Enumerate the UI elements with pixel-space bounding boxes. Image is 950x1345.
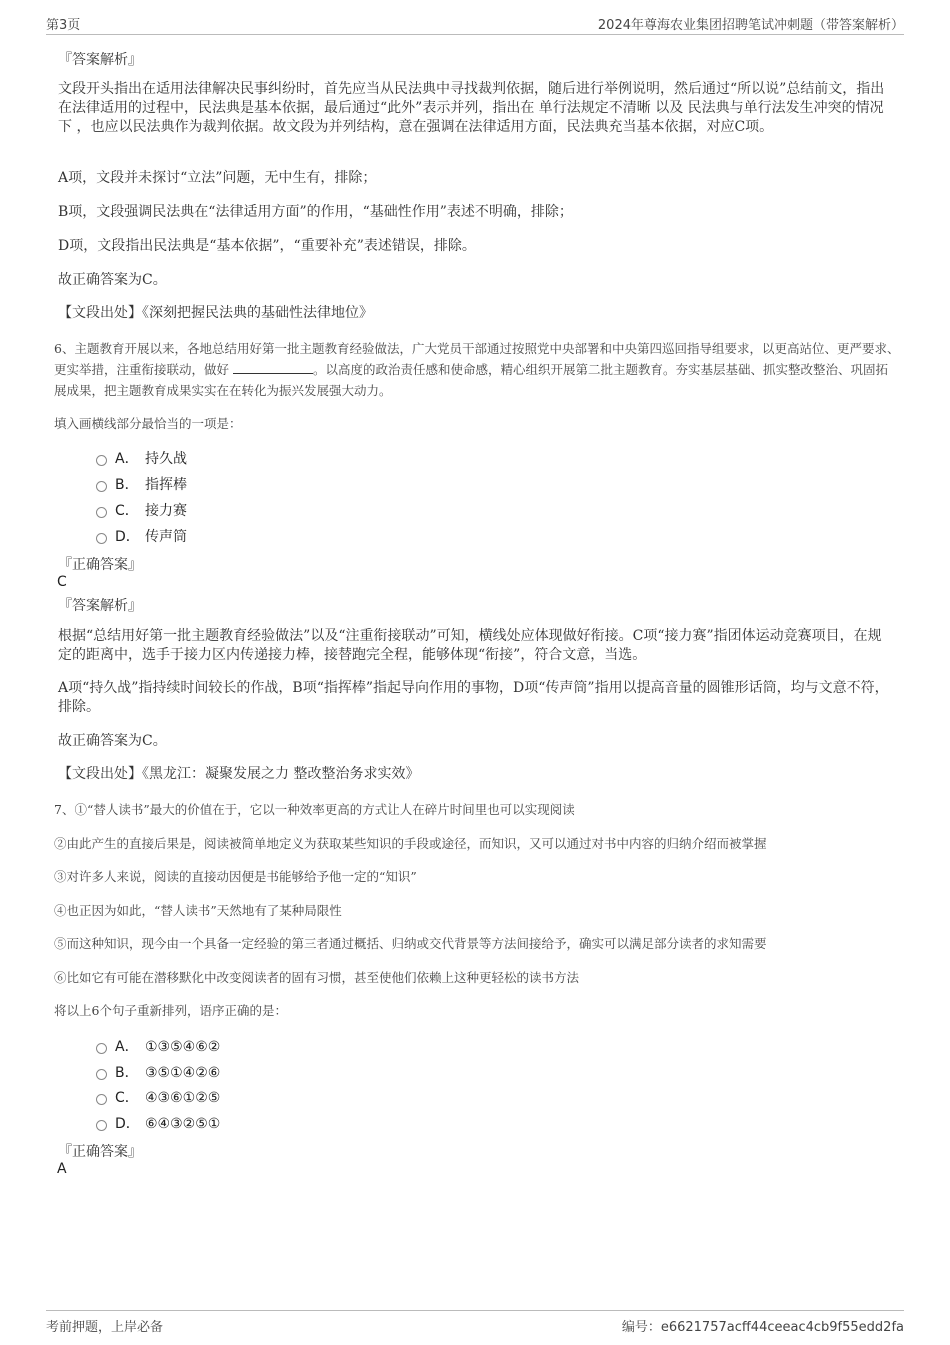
q6-conclusion: 故正确答案为C。 — [58, 733, 167, 749]
q7-sentence-2: ②由此产生的直接后果是，阅读被简单地定义为获取某些知识的手段或途径，而知识，又可以通过对书中内容的归纳介绍而被掌握 — [54, 836, 767, 851]
q5-analysis-option-d: D项，文段指出民法典是“基本依据”，“重要补充”表述错误，排除。 — [58, 238, 476, 254]
q6-analysis-paragraph: 根据“总结用好第一批主题教育经验做法”以及“注重衔接联动”可知，横线处应体现做好衔接。C项“接力赛”指团体运动竞赛项目，在规定的距离中，选手于接力区内传递接力棒，接替跑完全程，能够体现“衔接”，符合文意，当选。 — [58, 628, 882, 663]
q7-sentence-4: ④也正因为如此，“替人读书”天然地有了某种局限性 — [54, 903, 342, 918]
q6-analysis-label: 『答案解析』 — [58, 598, 142, 614]
q7-correct-answer: A — [57, 1161, 67, 1177]
page-footer — [46, 1310, 904, 1335]
radio-icon[interactable] — [96, 1094, 107, 1105]
radio-icon[interactable] — [96, 1069, 107, 1080]
q7-sentence-5: ⑤而这种知识，现今由一个具备一定经验的第三者通过概括、归纳或交代背景等方法间接给予，确实可以满足部分读者的求知需要 — [54, 936, 767, 951]
q7-option-b[interactable]: B． ③⑤①④②⑥ — [96, 1062, 220, 1082]
q7-option-c[interactable]: C． ④③⑥①②⑤ — [96, 1087, 220, 1107]
radio-icon[interactable] — [96, 1120, 107, 1131]
q7-instruction: 将以上6个句子重新排列，语序正确的是： — [54, 1003, 287, 1018]
q7-sentence-3: ③对许多人来说，阅读的直接动因便是书能够给予他一定的“知识” — [54, 869, 417, 884]
q7-option-d[interactable]: D． ⑥④③②⑤① — [96, 1113, 220, 1133]
q6-correct-label: 『正确答案』 — [58, 557, 142, 573]
radio-icon[interactable] — [96, 533, 107, 544]
q5-conclusion: 故正确答案为C。 — [58, 272, 167, 288]
q7-sentence-1: 7、①“替人读书”最大的价值在于，它以一种效率更高的方式让人在碎片时间里也可以实现阅读 — [54, 802, 575, 817]
fill-blank-line — [233, 361, 313, 374]
q6-stem — [54, 338, 900, 401]
q6-option-d[interactable]: D． 传声筒 — [96, 526, 187, 546]
footer-slogan: 考前押题，上岸必备 — [46, 1320, 164, 1335]
page-number: 第3页 — [46, 18, 81, 33]
radio-icon[interactable] — [96, 481, 107, 492]
q5-analysis-option-b: B项，文段强调民法典在“法律适用方面”的作用，“基础性作用”表述不明确，排除； — [58, 204, 573, 220]
q5-analysis-option-a: A项，文段并未探讨“立法”问题，无中生有，排除； — [58, 170, 377, 186]
q6-source: 【文段出处】《黑龙江：凝聚发展之力 整改整治务求实效》 — [58, 766, 420, 782]
q6-stem-before: 6、主题教育开展以来，各地总结用好第一批主题教育经验做法，广大党员干部通过按照党中央部署和中央第四巡回指导组要求，以更高站位、更严要求、更实举措，注重衔接联动，做好 — [54, 341, 900, 377]
q5-analysis-label: 『答案解析』 — [58, 52, 142, 68]
radio-icon[interactable] — [96, 507, 107, 518]
q7-correct-label: 『正确答案』 — [58, 1144, 142, 1160]
q6-option-b[interactable]: B． 指挥棒 — [96, 474, 187, 494]
q7-option-a[interactable]: A． ①③⑤④⑥② — [96, 1036, 220, 1056]
q5-source: 【文段出处】《深刻把握民法典的基础性法律地位》 — [58, 305, 373, 321]
q6-option-c[interactable]: C． 接力赛 — [96, 500, 187, 520]
q6-stem-after: 。以高度的政治责任感和使命感，精心组织开展第二批主题教育。夯实基层基础、抓实整改整治、巩固拓展成果，把主题教育成果实实在在转化为振兴发展强大动力。 — [54, 362, 888, 398]
document-title: 2024年尊海农业集团招聘笔试冲刺题（带答案解析） — [597, 18, 904, 33]
document-id: 编号：e6621757acff44ceeac4cb9f55edd2fa — [621, 1320, 904, 1335]
radio-icon[interactable] — [96, 1043, 107, 1054]
q6-correct-answer: C — [57, 574, 67, 590]
radio-icon[interactable] — [96, 455, 107, 466]
q6-analysis-other-options: A项“持久战”指持续时间较长的作战，B项“指挥棒”指起导向作用的事物，D项“传声筒”指用以提高音量的圆锥形话筒，均与文意不符，排除。 — [58, 680, 889, 715]
q5-analysis-paragraph: 文段开头指出在适用法律解决民事纠纷时，首先应当从民法典中寻找裁判依据，随后进行举例说明，然后通过“所以说”总结前文，指出在法律适用的过程中，民法典是基本依据，最后通过“此外”表示并列，指出在 单行法规定不清晰 以及 民法典与单行法发生冲突的情况下 ，也应以民法典作为裁判依据。故文段为并列结构，意在强调在法律适用方面，民法典充当基本依据，对应C项。 — [58, 81, 885, 135]
page-header — [46, 14, 904, 35]
q6-option-a[interactable]: A． 持久战 — [96, 448, 187, 468]
q6-instruction: 填入画横线部分最恰当的一项是： — [54, 416, 242, 431]
q7-sentence-6: ⑥比如它有可能在潜移默化中改变阅读者的固有习惯，甚至使他们依赖上这种更轻松的读书方法 — [54, 970, 580, 985]
